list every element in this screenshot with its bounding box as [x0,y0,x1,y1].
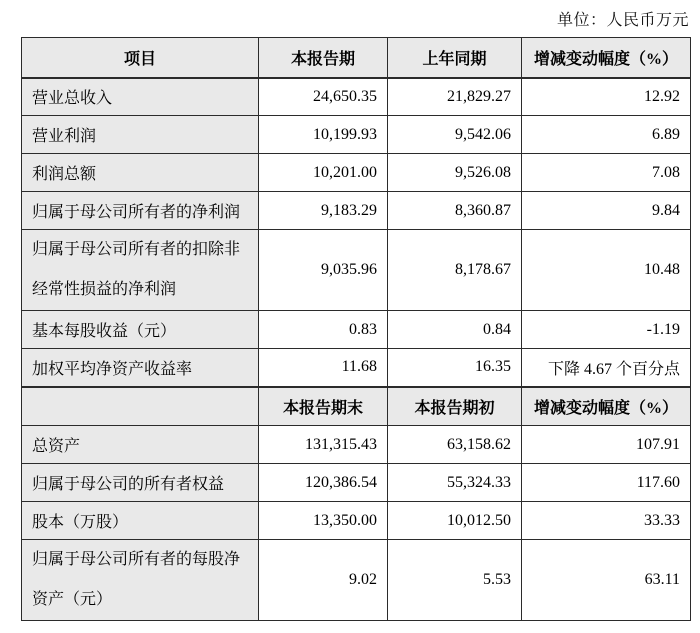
current-period-cell: 24,650.35 [259,78,388,116]
table-row-weighted-avg-roe [22,349,691,387]
header-period-end: 本报告期末 [259,387,388,426]
prior-period-cell: 21,829.27 [388,78,522,116]
header-item: 项目 [22,38,259,78]
change-cell: 107.91 [522,426,691,464]
table-row-share-capital [22,502,691,540]
period-begin-cell: 55,324.33 [388,464,522,502]
row-label-cell: 营业总收入 [22,78,259,116]
row-label-cell: 股本（万股） [22,502,259,540]
financial-summary-table [21,37,691,621]
table-row-net-profit-parent [22,192,691,230]
prior-period-cell: 8,178.67 [388,230,522,311]
period-begin-cell: 5.53 [388,540,522,621]
row-label-cell: 营业利润 [22,116,259,154]
change-cell: 9.84 [522,192,691,230]
prior-period-cell: 8,360.87 [388,192,522,230]
table-row-net-profit-deducted [22,230,691,311]
unit-note: 单位：人民币万元 [556,12,689,29]
header-period-begin: 本报告期初 [388,387,522,426]
current-period-cell: 11.68 [259,349,388,387]
prior-period-cell: 9,526.08 [388,154,522,192]
row-label-cell: 归属于母公司所有者的每股净资产（元） [22,540,259,621]
period-begin-cell: 63,158.62 [388,426,522,464]
header-current-period: 本报告期 [259,38,388,78]
header-item-blank [22,387,259,426]
row-label-cell: 利润总额 [22,154,259,192]
table-row-operating-profit [22,116,691,154]
period-header-row [22,38,691,78]
table-row-total-assets [22,426,691,464]
row-label-cell: 归属于母公司所有者的净利润 [22,192,259,230]
prior-period-cell: 9,542.06 [388,116,522,154]
change-cell: 6.89 [522,116,691,154]
period-end-cell: 13,350.00 [259,502,388,540]
current-period-cell: 9,183.29 [259,192,388,230]
row-label-cell: 总资产 [22,426,259,464]
header-change-pct-2: 增减变动幅度（%） [522,387,691,426]
current-period-cell: 10,201.00 [259,154,388,192]
row-label-cell: 基本每股收益（元） [22,311,259,349]
table-row-basic-eps [22,311,691,349]
prior-period-cell: 16.35 [388,349,522,387]
row-label-cell: 归属于母公司所有者的扣除非经常性损益的净利润 [22,230,259,311]
prior-period-cell: 0.84 [388,311,522,349]
header-change-pct: 增减变动幅度（%） [522,38,691,78]
change-cell: 下降 4.67 个百分点 [522,349,691,387]
table-row-total-profit [22,154,691,192]
change-cell: 63.11 [522,540,691,621]
table-row-equity-parent [22,464,691,502]
change-cell: 33.33 [522,502,691,540]
current-period-cell: 9,035.96 [259,230,388,311]
change-cell: 10.48 [522,230,691,311]
current-period-cell: 0.83 [259,311,388,349]
change-cell: 7.08 [522,154,691,192]
table-row-net-assets-per-share [22,540,691,621]
point-header-row [22,387,691,426]
row-label-cell: 加权平均净资产收益率 [22,349,259,387]
header-prior-period: 上年同期 [388,38,522,78]
change-cell: 12.92 [522,78,691,116]
period-end-cell: 9.02 [259,540,388,621]
row-label-cell: 归属于母公司的所有者权益 [22,464,259,502]
period-begin-cell: 10,012.50 [388,502,522,540]
current-period-cell: 10,199.93 [259,116,388,154]
period-end-cell: 120,386.54 [259,464,388,502]
change-cell: -1.19 [522,311,691,349]
period-end-cell: 131,315.43 [259,426,388,464]
change-cell: 117.60 [522,464,691,502]
table-row-total-revenue [22,78,691,116]
